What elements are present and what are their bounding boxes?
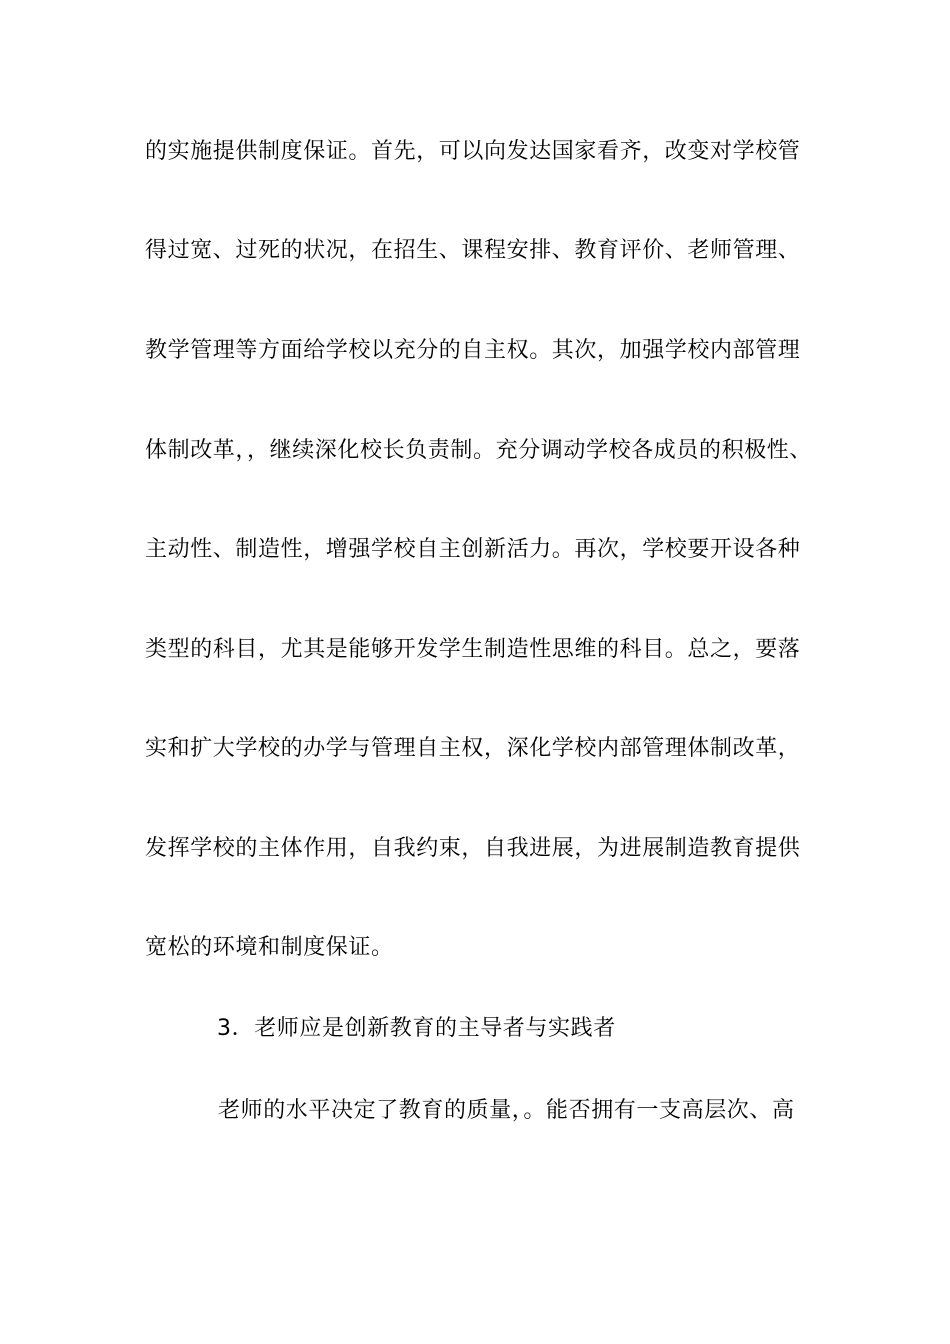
paragraph-line: 类型的科目，尤其是能够开发学生制造性思维的科目。总之，要落 [145,637,801,662]
paragraph-line: 体制改革，，继续深化校长负责制。充分调动学校各成员的积极性、 [145,438,813,463]
paragraph-line: 的实施提供制度保证。首先，可以向发达国家看齐，改变对学校管 [145,139,801,164]
paragraph-line: 实和扩大学校的办学与管理自主权，深化学校内部管理体制改革， [145,736,801,761]
paragraph-line: 宽松的环境和制度保证。 [145,935,394,960]
section-heading: 3．老师应是创新教育的主导者与实践者 [217,1016,616,1041]
paragraph-line: 发挥学校的主体作用，自我约束，自我进展，为进展制造教育提供 [145,836,801,861]
paragraph-line: 老师的水平决定了教育的质量，。能否拥有一支高层次、高 [218,1098,795,1123]
paragraph-line: 主动性、制造性，增强学校自主创新活力。再次，学校要开设各种 [145,537,801,562]
paragraph-line: 得过宽、过死的状况，在招生、课程安排、教育评价、老师管理、 [145,238,801,263]
paragraph-line: 教学管理等方面给学校以充分的自主权。其次，加强学校内部管理 [145,338,801,363]
